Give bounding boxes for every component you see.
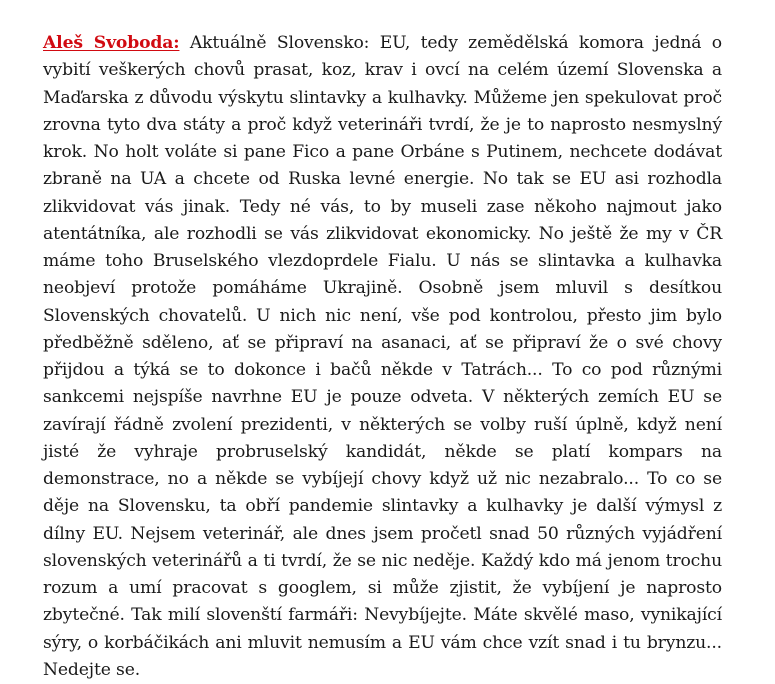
- post-paragraph: [43, 30, 722, 684]
- post-body-text: Aktuálně Slovensko: EU, tedy zemědělská komora jedná o vybití veškerých chovů prasat, koz, krav i ovcí na celém území Slovenska a Maďarska z důvodu výskytu slintavky a kulhavky. Můžeme jen spekulovat proč zrovna tyto dva státy a proč když veterináři tvrdí, že je to naprosto nesmyslný krok. No holt voláte si pane Fico a pane Orbáne s Putinem, nechcete dodávat zbraně na UA a chcete od Ruska levné energie. No tak se EU asi rozhodla zlikvidovat vás jinak. Tedy né vás, to by museli zase někoho najmout jako atentátníka, ale rozhodli se vás zlikvidovat ekonomicky. No ještě že my v ČR máme toho Bruselského vlezdoprdele Fialu. U nás se slintavka a kulhavka neobjeví protože pomáháme Ukrajině. Osobně jsem mluvil s desítkou Slovenských chovatelů. U nich nic není, vše pod kontrolou, přesto jim bylo předběžně sděleno, ať se připraví na asanaci, ať se připraví že o své chovy přijdou a týká se to dokonce i bačů někde v Tatrách... To co pod různými sankcemi nejspíše navrhne EU je pouze odveta. V některých zemích EU se zavírají řádně zvolení prezidenti, v některých se volby ruší úplně, když není jisté že vyhraje probruselský kandidát, někde se platí kompars na demonstrace, no a někde se vybíjejí chovy když už nic nezabralo... To co se děje na Slovensku, ta obří pandemie slintavky a kulhavky je další výmysl z dílny EU. Nejsem veterinář, ale dnes jsem pročetl snad 50 různých vyjádření slovenských veterinářů a ti tvrdí, že se nic neděje. Každý kdo má jenom trochu rozum a umí pracovat s googlem, si může zjistit, že vybíjení je naprosto zbytečné. Tak milí slovenští farmáři: Nevybíjejte. Máte skvělé maso, vynikající sýry, o korbáčikách ani mluvit nemusím a EU vám chce vzít snad i tu brynzu... Nedejte se.: [43, 33, 722, 680]
- author-name-link[interactable]: Aleš Svoboda:: [43, 33, 180, 53]
